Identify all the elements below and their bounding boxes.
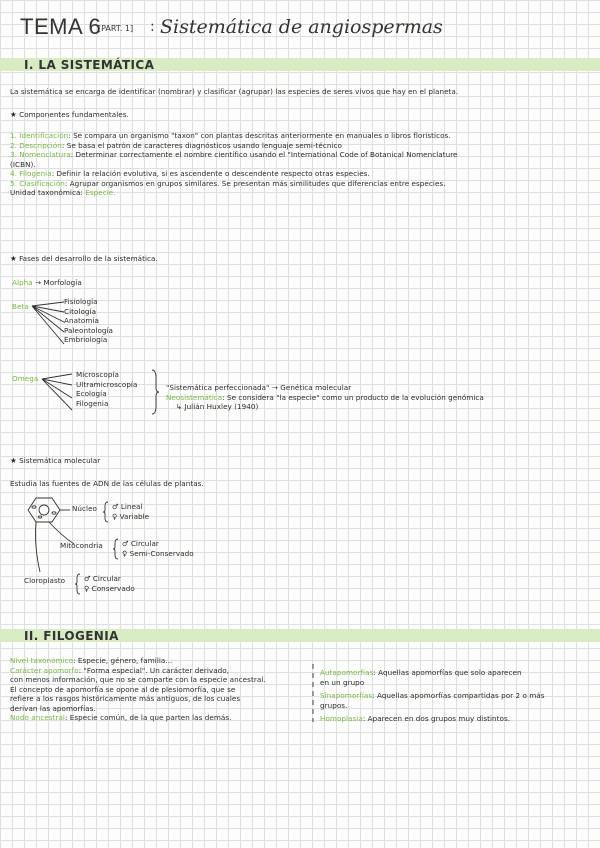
list-item: Nodo ancestral: Especie común, de la que parten las demás. [10,713,232,722]
list-item: Ultramicroscopía [76,379,138,389]
list-item: Carácter apomorfo: "Forma especial". Un carácter derivado, [10,665,230,675]
list-item: ♀ Variable [112,511,150,521]
list-item: Homoplasia: Aparecen en dos grupos muy distintos. [320,714,511,723]
list-item: 2. Descripción: Se basa el patrón de caracteres diagnósticos usando lenguaje semi-técnico [10,140,342,150]
list-item: Ecología [76,389,107,398]
list-item: ♀ Semi-Conservado [122,548,194,558]
list-item: (ICBN). [10,159,36,169]
alpha-label: Alpha [12,278,33,287]
list-item: ♂ Circular [84,574,121,583]
list-item: Sinapomorfías: Aquellas apomorfías compartidas por 2 o más [320,691,545,700]
beta-branch-lines [30,298,66,358]
alpha-row [12,278,82,288]
mitocondria-label: Mitocondria [60,541,103,550]
omega-notes [166,383,484,412]
omega-branch-lines [40,368,74,418]
molecular-intro: Estudia las fuentes de ADN de las células de plantas. [10,479,204,488]
list-item: 3. Nomenclatura: Determinar correctamente el nombre científico usando el "International Code of Botanical Nomenclature [10,150,458,159]
list-item: ♀ Conservado [84,583,135,593]
list-item: ♂ Lineal [112,502,143,511]
beta-label: Beta [12,302,29,311]
page-header [20,10,580,44]
list-item: Citología [64,306,97,316]
omega-note: "Sistemática perfeccionada" → Genética molecular [166,383,352,392]
brace [112,537,120,561]
cloroplasto-label: Cloroplasto [24,576,66,585]
list-item: refiere a los rasgos históricamente más antiguos, de los cuales [10,694,241,703]
list-item: grupos. [320,700,348,710]
list-item: Anatomía [64,316,99,325]
filogenia-right [320,668,545,724]
cloroplasto-list [84,574,135,593]
star-icon: ★ [10,456,17,465]
beta-list [64,297,113,345]
list-item: Nivel taxonómico: Especie, género, familia... [10,656,173,665]
omega-author: ↳ Julián Huxley (1940) [176,402,259,411]
brace [74,572,82,596]
unidad-taxonomica: Unidad taxonómica: Especie. [10,188,116,197]
components-heading: ★ Componentes fundamentales. [10,110,129,119]
list-item: derivan las apomorfías. [10,703,96,713]
components-list [10,131,458,198]
arrow-icon: → [35,278,42,287]
list-item: 5. Clasificación: Agrupar organismos en grupos similares. Se presentan más similitudes que diferencias entre especies. [10,178,446,188]
omega-brace [150,368,160,416]
list-item: Autapomorfias: Aquellas apomorfías que solo aparecen [320,668,522,677]
alpha-value: Morfología [43,278,82,287]
list-item: con menos información, que no se comparte con la especie ancestral. [10,675,266,684]
brace [102,500,110,524]
star-icon: ★ [10,254,17,263]
section-1-title: I. LA SISTEMÁTICA [24,58,155,72]
filogenia-left [10,656,266,723]
header-colon: : [150,19,155,35]
list-item: Microscopía [76,370,119,379]
neosistematica: Neosistemática: Se considera "la especie" como un producto de la evolución genómica [166,392,484,402]
list-item: 1. Identificación: Se compara un organismo "taxon" con plantas descritas anteriormente en manuales o libros florísticos. [10,131,451,140]
mitocondria-list [122,539,194,558]
list-item: Paleontología [64,325,114,335]
fases-heading: ★ Fases del desarrollo de la sistemática. [10,254,158,263]
list-item: Fisiología [64,297,98,306]
omega-label: Omega [12,374,39,383]
molecular-heading: ★ Sistemática molecular [10,456,101,465]
list-item: en un grupo [320,677,365,687]
list-item: Filogenia [76,398,109,408]
star-icon: ★ [10,110,17,119]
list-item: Embriología [64,335,108,344]
list-item: 4. Filogenia: Definir la relación evolutiva, si es ascendente o descendente respecto otras especies. [10,169,370,178]
nucleo-label: Núcleo [72,504,97,513]
section-1-intro: La sistemática se encarga de identificar (nombrar) y clasificar (agrupar) las especies de seres vivos que hay en el planeta. [10,87,459,96]
part-label: [PART. 1] [98,24,134,33]
omega-list [76,370,137,408]
list-item: ♂ Circular [122,539,159,548]
nucleo-list [112,502,149,521]
list-item: El concepto de apomorfía se opone al de plesiomorfía, que se [10,684,236,694]
filogenia-divider [308,662,318,726]
page-title: Sistemática de angiospermas [160,16,443,38]
section-2-title: II. FILOGENIA [24,629,119,643]
tema-number: TEMA 6 [20,14,102,39]
